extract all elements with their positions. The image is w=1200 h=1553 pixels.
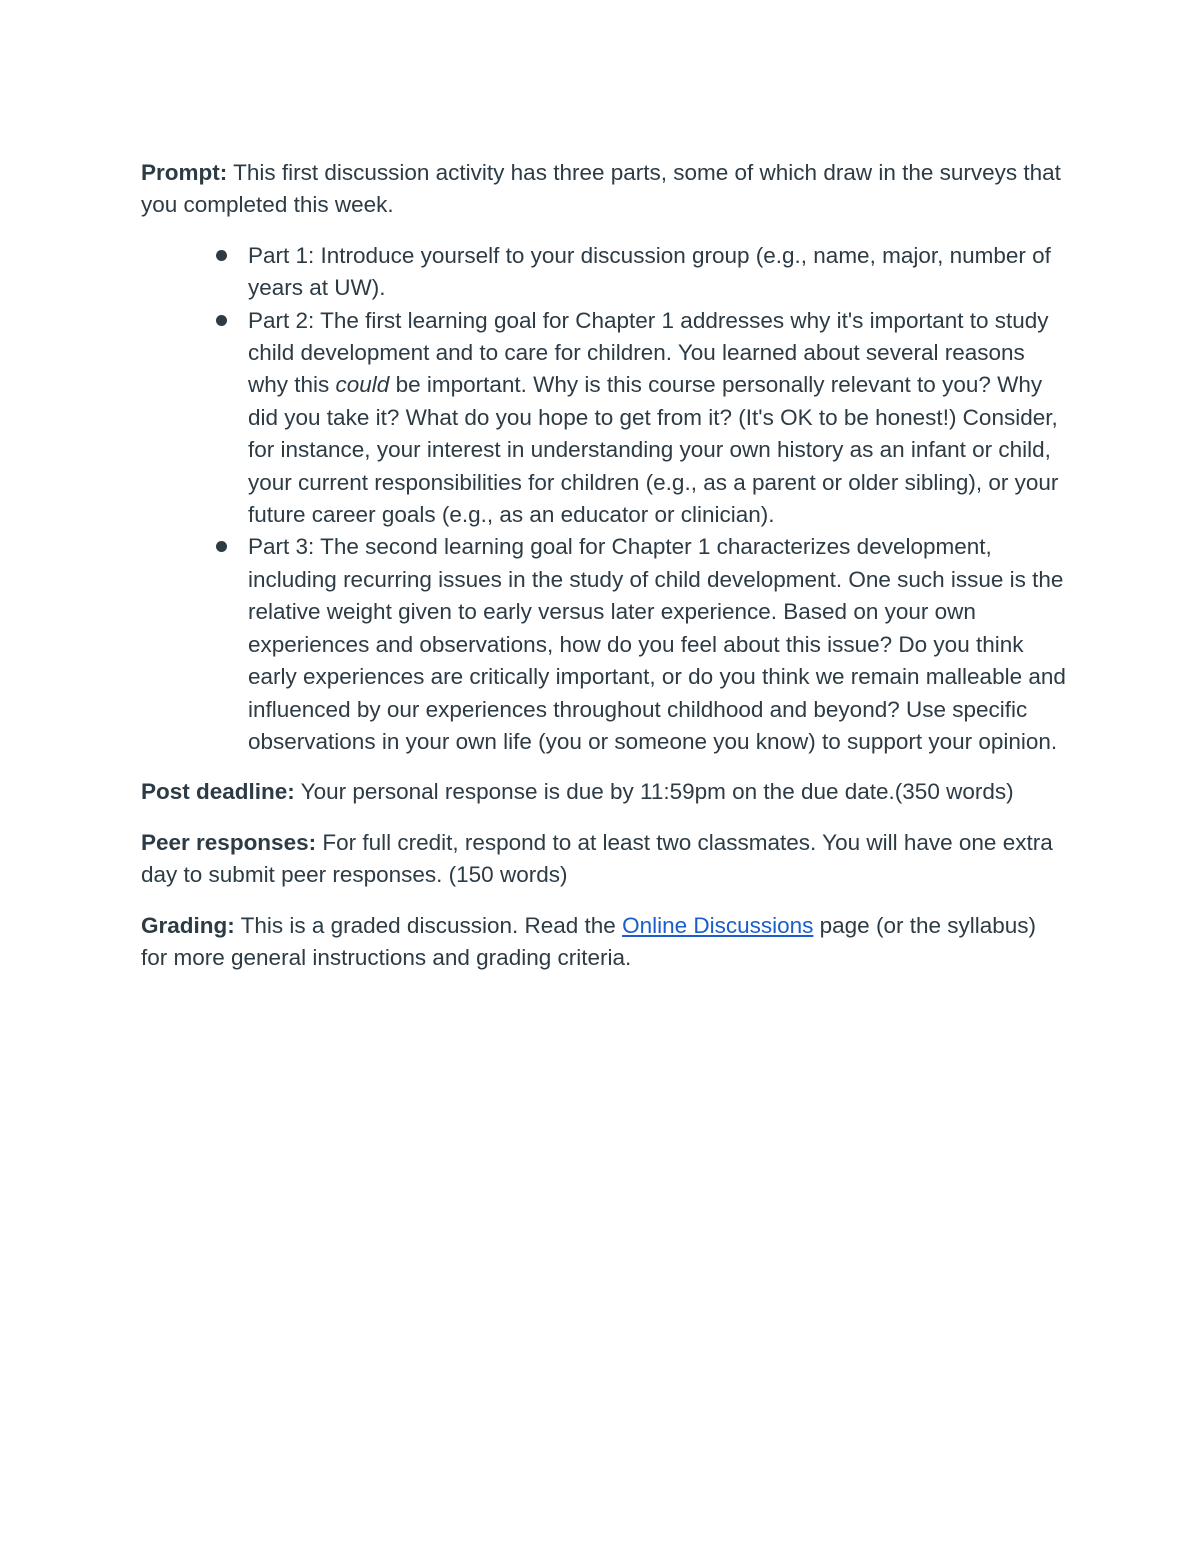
bullet-icon (216, 315, 227, 326)
list-item-part-1 (248, 240, 1066, 305)
part-2-text-after: be important. Why is this course personally relevant to you? Why did you take it? What do you hope to get from it? (It's OK to be honest!) Consider, for instance, your interest in understanding your own history as an infant or child, your current responsibilities for children (e.g., as a parent or older sibling), or your future career goals (e.g., as an educator or clinician). (248, 372, 1059, 528)
peer-responses-paragraph (141, 827, 1066, 892)
post-deadline-paragraph (141, 776, 1066, 808)
peer-responses-text: For full credit, respond to at least two classmates. You will have one extra day to submit peer responses. (150 words) (141, 829, 1053, 888)
post-deadline-label: Post deadline: (141, 779, 295, 805)
bullet-icon (216, 250, 227, 261)
list-item-part-2 (248, 305, 1066, 532)
part-3-text: Part 3: The second learning goal for Chapter 1 characterizes development, including recurring issues in the study of child development. One such issue is the relative weight given to early versus later experience. Based on your own experiences and observations, how do you feel about this issue? Do you think early experiences are critically important, or do you think we remain malleable and influenced by our experiences throughout childhood and beyond? Use specific observations in your own life (you or someone you know) to support your opinion. (248, 534, 1066, 754)
parts-list (141, 240, 1066, 759)
grading-text-before: This is a graded discussion. Read the (234, 912, 623, 938)
post-deadline-text: Your personal response is due by 11:59pm on the due date.(350 words) (294, 779, 1014, 805)
grading-paragraph (141, 910, 1066, 975)
bullet-icon (216, 541, 227, 552)
discussion-instructions (141, 157, 1066, 992)
prompt-label: Prompt: (141, 160, 228, 185)
part-1-text: Part 1: Introduce yourself to your discussion group (e.g., name, major, number of years at UW). (248, 242, 1051, 301)
part-2-text-before: Part 2: The first learning goal for Chapter 1 addresses why it's important to study child development and to care for children. You learned about several reasons why this (248, 307, 1049, 398)
peer-responses-label: Peer responses: (141, 829, 317, 855)
prompt-paragraph (141, 157, 1066, 222)
part-2-emphasis: could (335, 372, 390, 398)
grading-text-after: page (or the syllabus) for more general instructions and grading criteria. (141, 912, 1037, 970)
grading-label: Grading: (141, 912, 235, 938)
online-discussions-link[interactable]: Online Discussions (622, 912, 814, 938)
list-item-part-3 (248, 531, 1066, 758)
prompt-text: This first discussion activity has three parts, some of which draw in the surveys that you completed this week. (141, 160, 1061, 218)
